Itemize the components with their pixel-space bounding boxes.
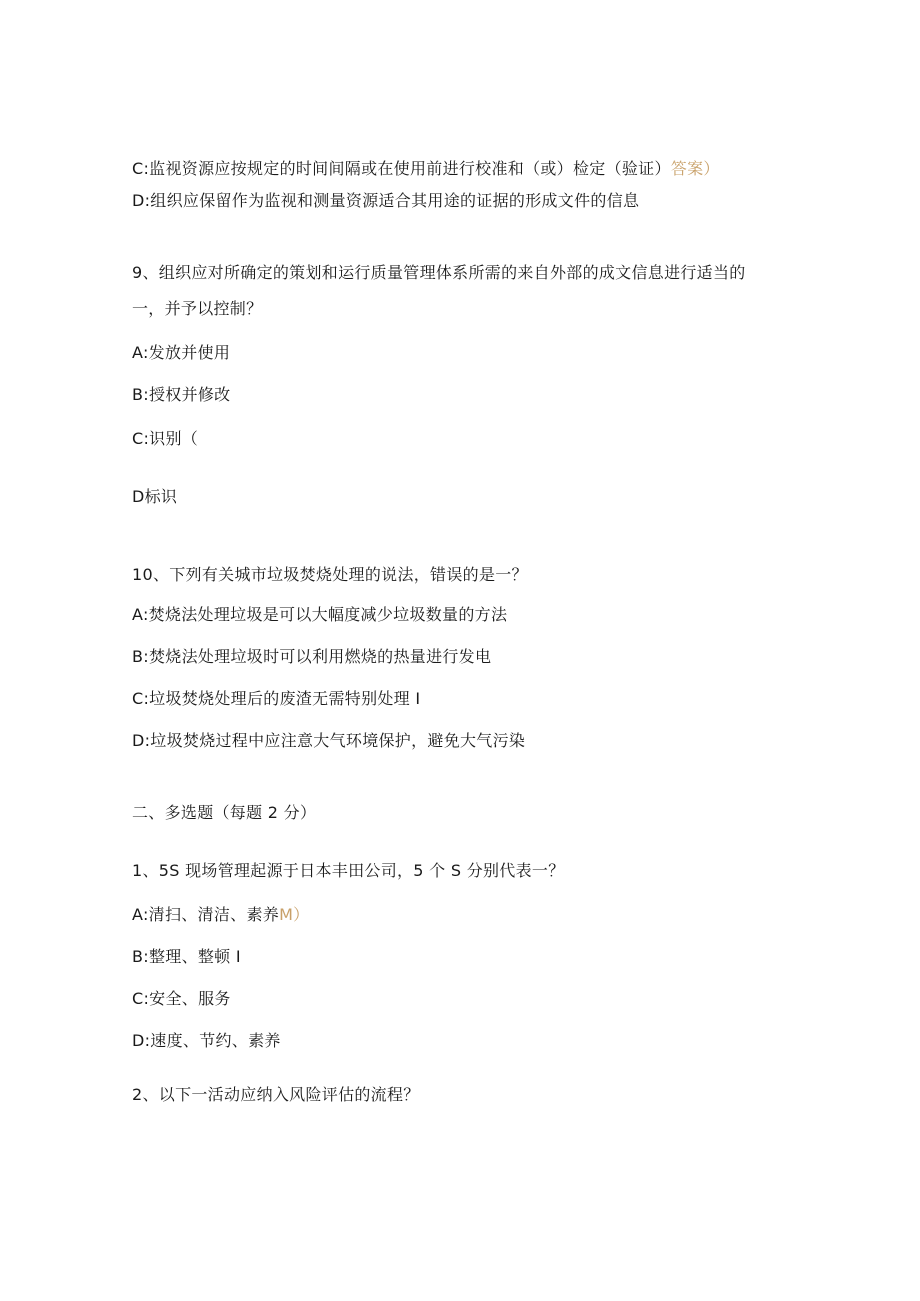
mq1-option-d: D:速度、节约、素养 bbox=[132, 1031, 281, 1050]
mq1-option-a-text: A:清扫、清洁、素养 bbox=[132, 905, 280, 924]
mq1-stem: 1、5S 现场管理起源于日本丰田公司，5 个 S 分别代表一？ bbox=[132, 861, 565, 880]
section-heading-multiple-choice: 二、多选题（每题 2 分） bbox=[132, 803, 317, 822]
mq1-option-b: B:整理、整顿 I bbox=[132, 947, 241, 966]
q9-option-c: C:识别（ bbox=[132, 429, 199, 448]
mq1-option-c: C:安全、服务 bbox=[132, 989, 231, 1008]
q9-option-d: D标识 bbox=[132, 487, 178, 506]
q8-option-c-text: C:监视资源应按规定的时间间隔或在使用前进行校准和（或）检定（验证） bbox=[132, 159, 671, 178]
q9-option-b: B:授权并修改 bbox=[132, 385, 231, 404]
q10-option-d: D:垃圾焚烧过程中应注意大气环境保护，避免大气污染 bbox=[132, 731, 526, 750]
q8-option-d: D:组织应保留作为监视和测量资源适合其用途的证据的形成文件的信息 bbox=[132, 191, 640, 210]
mq1-answer-mark: M） bbox=[279, 905, 310, 924]
mq2-stem: 2、以下一活动应纳入风险评估的流程？ bbox=[132, 1085, 420, 1104]
q10-option-b: B:焚烧法处理垃圾时可以利用燃烧的热量进行发电 bbox=[132, 647, 492, 666]
q9-stem-line1: 9、组织应对所确定的策划和运行质量管理体系所需的来自外部的成文信息进行适当的 bbox=[132, 263, 746, 282]
mq1-option-a bbox=[132, 904, 309, 926]
q8-answer-mark: 答案） bbox=[670, 159, 720, 178]
q9-stem-line2: 一，并予以控制？ bbox=[132, 299, 263, 318]
q10-option-a: A:焚烧法处理垃圾是可以大幅度减少垃圾数量的方法 bbox=[132, 605, 508, 624]
q9-option-a: A:发放并使用 bbox=[132, 343, 231, 362]
q8-option-c bbox=[132, 158, 720, 180]
q10-stem: 10、下列有关城市垃圾焚烧处理的说法，错误的是一？ bbox=[132, 565, 528, 584]
q10-option-c: C:垃圾焚烧处理后的废渣无需特别处理 I bbox=[132, 689, 421, 708]
